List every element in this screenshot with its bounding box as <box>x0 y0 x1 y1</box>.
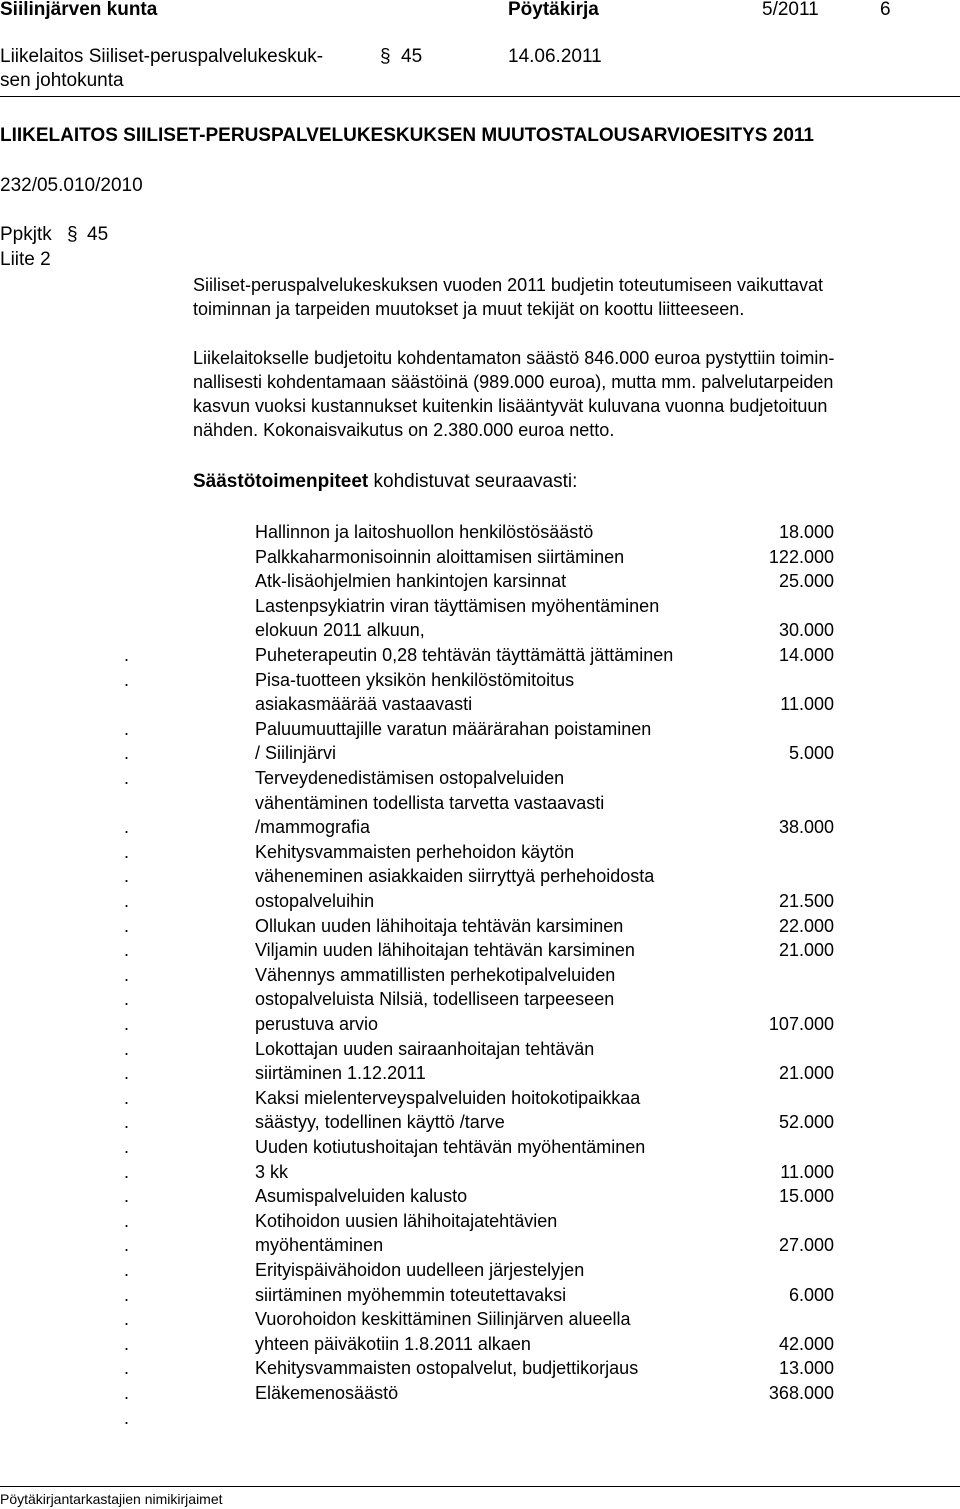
bullet-dot: . <box>124 1358 130 1379</box>
section-symbol-header: § <box>380 46 391 67</box>
item-amount: 21.500 <box>778 891 834 911</box>
item-label: yhteen päiväkotiin 1.8.2011 alkaen <box>255 1333 531 1354</box>
intro-paragraph <box>193 273 953 321</box>
item-amount: 25.000 <box>778 571 834 592</box>
ppkjtk-label: Ppkjtk <box>0 224 52 245</box>
list-item <box>0 1110 960 1134</box>
measures-heading-bold: Säästötoimenpiteet <box>193 471 369 492</box>
list-item <box>0 889 960 913</box>
item-label: Terveydenedistämisen ostopalveluiden <box>255 768 565 788</box>
list-item <box>0 643 960 667</box>
bullet-dot: . <box>124 891 130 911</box>
item-amount: 21.000 <box>778 940 834 961</box>
attachment-label: Liite 2 <box>0 249 51 270</box>
list-item <box>0 963 960 987</box>
item-amount: 6.000 <box>788 1284 834 1305</box>
list-item <box>0 1356 960 1380</box>
list-item <box>0 766 960 790</box>
list-item <box>0 987 960 1011</box>
item-amount: 107.000 <box>768 1014 834 1034</box>
item-label: Puheterapeutin 0,28 tehtävän täyttämättä jättäminen <box>255 645 674 665</box>
item-amount: 122.000 <box>768 546 834 567</box>
item-amount: 52.000 <box>778 1112 834 1133</box>
item-label: / Siilinjärvi <box>255 743 337 764</box>
item-amount: 14.000 <box>778 645 834 665</box>
org-name-line1: Liikelaitos Siiliset-peruspalvelukeskuk- <box>0 46 324 67</box>
item-label: Lokottajan uuden sairaanhoitajan tehtävän <box>255 1038 595 1059</box>
bullet-dot: . <box>124 964 130 985</box>
list-item <box>0 594 960 618</box>
item-amount: 15.000 <box>778 1186 834 1207</box>
doc-number: 5/2011 <box>762 0 819 20</box>
item-label: Ollukan uuden lähihoitaja tehtävän karsiminen <box>255 915 624 936</box>
page-number: 6 <box>880 0 891 20</box>
item-label: Vähennys ammatillisten perhekotipalveluiden <box>255 964 616 985</box>
footer-divider <box>0 1486 960 1487</box>
list-item <box>0 668 960 692</box>
list-item <box>0 1037 960 1061</box>
item-label: Uuden kotiutushoitajan tehtävän myöhentäminen <box>255 1137 646 1157</box>
item-label: väheneminen asiakkaiden siirryttyä perhehoidosta <box>255 866 655 887</box>
bullet-dot: . <box>124 1284 130 1305</box>
list-item <box>0 914 960 938</box>
list-item <box>0 741 960 765</box>
list-item <box>0 1258 960 1282</box>
ppkjtk-number: 45 <box>87 224 109 245</box>
bullet-dot: . <box>124 1161 130 1182</box>
item-amount: 368.000 <box>768 1383 834 1403</box>
org-name-line2: sen johtokunta <box>0 70 124 91</box>
bullet-dot: . <box>124 1186 130 1207</box>
item-label: ostopalveluihin <box>255 891 375 911</box>
bullet-dot: . <box>124 1087 130 1108</box>
body-line: kasvun vuoksi kustannukset kuitenkin lisääntyvät kuluvana vuonna budjetoituun <box>193 396 828 416</box>
list-item <box>0 1135 960 1159</box>
bullet-dot: . <box>124 866 130 887</box>
list-item <box>0 1307 960 1331</box>
bullet-dot: . <box>124 1407 130 1428</box>
bullet-dot: . <box>124 841 130 862</box>
list-item <box>0 840 960 864</box>
bullet-dot: . <box>124 1112 130 1133</box>
bullet-dot: . <box>124 1260 130 1280</box>
intro-line: toiminnan ja tarpeiden muutokset ja muut tekijät on koottu liitteeseen. <box>193 299 745 319</box>
item-label: Hallinnon ja laitoshuollon henkilöstösäästö <box>255 522 594 542</box>
item-amount: 22.000 <box>778 915 834 936</box>
item-label: Kehitysvammaisten perhehoidon käytön <box>255 841 575 862</box>
item-amount: 5.000 <box>788 743 834 764</box>
bullet-dot: . <box>124 669 130 690</box>
item-label: perustuva arvio <box>255 1014 379 1034</box>
item-label: Vuorohoidon keskittäminen Siilinjärven alueella <box>255 1309 631 1330</box>
bullet-dot: . <box>124 1333 130 1354</box>
body-paragraph <box>193 346 953 442</box>
bullet-dot: . <box>124 1210 130 1231</box>
list-item <box>0 692 960 716</box>
list-item <box>0 1233 960 1257</box>
item-label: elokuun 2011 alkuun, <box>255 620 425 641</box>
item-label: Eläkemenosäästö <box>255 1383 399 1403</box>
document-title: LIIKELAITOS SIILISET-PERUSPALVELUKESKUKSEN MUUTOSTALOUSARVIOESITYS 2011 <box>0 125 814 146</box>
item-amount: 11.000 <box>780 694 834 715</box>
bullet-dot: . <box>124 1038 130 1059</box>
footer-initials-label: Pöytäkirjantarkastajien nimikirjaimet <box>0 1491 223 1507</box>
list-item <box>0 1332 960 1356</box>
list-item <box>0 717 960 741</box>
item-label: Palkkaharmonisoinnin aloittamisen siirtäminen <box>255 546 625 567</box>
bullet-dot: . <box>124 1383 130 1403</box>
bullet-dot: . <box>124 645 130 665</box>
item-amount: 21.000 <box>778 1063 834 1084</box>
item-amount: 38.000 <box>778 817 834 838</box>
item-amount: 42.000 <box>778 1333 834 1354</box>
item-label: Kehitysvammaisten ostopalvelut, budjettikorjaus <box>255 1358 639 1379</box>
item-label: Pisa-tuotteen yksikön henkilöstömitoitus <box>255 669 575 690</box>
bullet-dot: . <box>124 1063 130 1084</box>
body-line: nähden. Kokonaisvaikutus on 2.380.000 euroa netto. <box>193 420 615 440</box>
measures-heading-rest: kohdistuvat seuraavasti: <box>368 471 578 492</box>
header-divider <box>0 96 960 97</box>
list-item <box>0 1160 960 1184</box>
list-item <box>0 815 960 839</box>
item-label: vähentäminen todellista tarvetta vastaavasti <box>255 792 605 813</box>
item-label: Atk-lisäohjelmien hankintojen karsinnat <box>255 571 567 592</box>
item-label: Viljamin uuden lähihoitajan tehtävän karsiminen <box>255 940 635 961</box>
bullet-dot: . <box>124 1014 130 1034</box>
list-item <box>0 1061 960 1085</box>
body-line: Liikelaitokselle budjetoitu kohdentamaton säästö 846.000 euroa pystyttiin toimin- <box>193 348 835 368</box>
item-label: Erityispäivähoidon uudelleen järjestelyjen <box>255 1260 585 1280</box>
item-label: Lastenpsykiatrin viran täyttämisen myöhentäminen <box>255 595 660 616</box>
municipality-name: Siilinjärven kunta <box>0 0 158 20</box>
body-line: nallisesti kohdentamaan säästöinä (989.000 euroa), mutta mm. palvelutarpeiden <box>193 372 834 392</box>
intro-line: Siiliset-peruspalvelukeskuksen vuoden 2011 budjetin toteutumiseen vaikuttavat <box>193 275 824 295</box>
list-item <box>0 545 960 569</box>
reference-number: 232/05.010/2010 <box>0 175 143 196</box>
item-amount: 13.000 <box>778 1358 834 1379</box>
bullet-dot: . <box>124 768 130 788</box>
item-label: siirtäminen 1.12.2011 <box>255 1063 426 1084</box>
bullet-dot: . <box>124 743 130 764</box>
list-item <box>0 1381 960 1405</box>
bullet-dot: . <box>124 817 130 838</box>
list-item <box>0 1086 960 1110</box>
item-amount: 11.000 <box>780 1161 834 1182</box>
item-label: siirtäminen myöhemmin toteutettavaksi <box>255 1284 567 1305</box>
item-label: ostopalveluista Nilsiä, todelliseen tarpeeseen <box>255 989 615 1010</box>
meeting-date: 14.06.2011 <box>508 46 602 67</box>
doc-type: Pöytäkirja <box>508 0 599 20</box>
item-label: Kotihoidon uusien lähihoitajatehtävien <box>255 1210 558 1231</box>
item-label: 3 kk <box>255 1161 289 1182</box>
item-label: myöhentäminen <box>255 1235 384 1256</box>
item-label: Asumispalveluiden kalusto <box>255 1186 468 1207</box>
item-label: Paluumuuttajille varatun määrärahan poistaminen <box>255 718 652 739</box>
bullet-dot: . <box>124 718 130 739</box>
item-label: /mammografia <box>255 817 371 838</box>
measures-heading <box>193 470 577 494</box>
bullet-dot: . <box>124 1235 130 1256</box>
bullet-dot: . <box>124 940 130 961</box>
section-symbol: § <box>67 224 78 245</box>
list-item <box>0 1012 960 1036</box>
list-item <box>0 618 960 642</box>
list-item <box>0 1283 960 1307</box>
section-number-header: 45 <box>401 46 423 67</box>
bullet-dot: . <box>124 1309 130 1330</box>
bullet-dot: . <box>124 989 130 1010</box>
list-item <box>0 1184 960 1208</box>
list-item <box>0 520 960 544</box>
bullet-dot: . <box>124 1137 130 1157</box>
list-item <box>0 938 960 962</box>
item-amount: 27.000 <box>778 1235 834 1256</box>
item-amount: 18.000 <box>778 522 834 542</box>
item-label: Kaksi mielenterveyspalveluiden hoitokotipaikkaa <box>255 1087 641 1108</box>
list-item <box>0 569 960 593</box>
item-label: säästyy, todellinen käyttö /tarve <box>255 1112 505 1133</box>
list-item <box>0 1406 960 1430</box>
item-label: asiakasmäärää vastaavasti <box>255 694 473 715</box>
list-item <box>0 791 960 815</box>
list-item <box>0 864 960 888</box>
bullet-dot: . <box>124 915 130 936</box>
list-item <box>0 1209 960 1233</box>
item-amount: 30.000 <box>778 620 834 641</box>
